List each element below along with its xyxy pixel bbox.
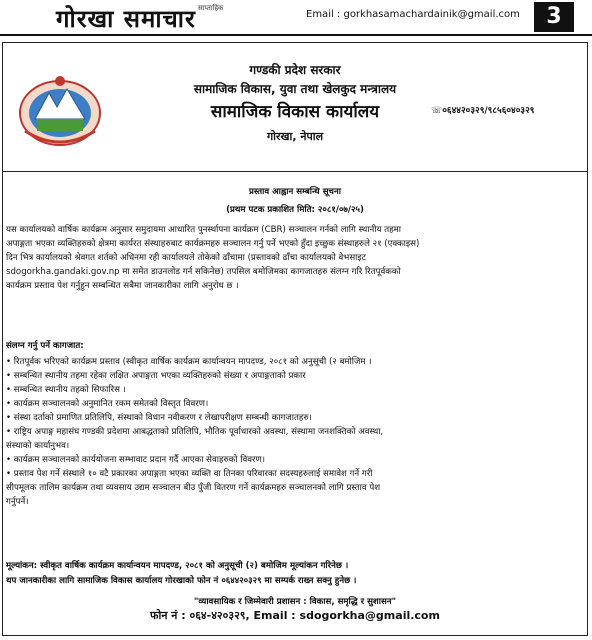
paragraph-line: sdogorkha.gandaki.gov.np मा समेत डाउनलोड गर्न सकिनेछ) तपसिल बमोजिमका कागजातहरु संलग्न गरि रितपूर्वकको — [6, 267, 401, 277]
list-item: • राष्ट्रिय अपाङ्ग महासंघ गण्डकी प्रदेशमा आबद्धताको प्रतिलिपि, भौतिक पूर्वाधारको अवस्था, संस्थामा जनशक्तिको अवस्था, — [6, 427, 384, 437]
masthead — [0, 0, 592, 34]
office-contact: फोन नं : ०६४-४२०३२९, Email : sdogorkha@gmail.com — [150, 609, 440, 622]
list-item: • रितपूर्वक भरिएको कार्यक्रम प्रस्ताव (स्वीकृत वार्षिक कार्यक्रम कार्यान्वयन मापदण्ड, २०८१ को अनुसूची (२ बमोजिम । — [6, 357, 372, 367]
paragraph-line: कार्यक्रम प्रस्ताव पेश गर्नुहुन सम्बन्धित सबैमा जानकारीका लागि अनुरोध छ । — [6, 281, 239, 291]
notice-paragraph — [6, 223, 586, 293]
contact-note: थप जानकारीका लागि सामाजिक विकास कार्यालय गोरखाको फोन नं ०६४४२०३२९ मा सम्पर्क राख्न सक्नु हुनेछ । — [6, 576, 357, 586]
header-line-province: गण्डकी प्रदेश सरकार — [249, 63, 341, 77]
list-item: • प्रस्ताव पेश गर्ने संस्थाले १० वटै प्रकारका अपाङ्गता भएका व्यक्ति वा तिनका परिवारका सदस्यहरुलाई समावेश गर्ने गरी — [6, 469, 373, 479]
paragraph-line: दिन भित्र कार्यालयको श्रेवगत शर्तको अधिनमा रही कार्यालयले तोकेको ढाँचामा (प्रस्तावको ढाँचा कार्यालयको वेभसाइट — [6, 253, 366, 263]
list-item: • सम्बन्धित स्थानीय तहमा रहेका लक्षित अपाङ्गता भएका व्यक्तिहरुको संख्या र अपाङ्गताको प्रकार — [6, 371, 306, 381]
edition-mark: साप्ताहिक — [198, 4, 224, 12]
paragraph-line: अपाङ्गता भएका व्यक्तिहरुको क्षेत्रमा कार्यरत संस्थाहरुबाट कार्यक्रमहरु सञ्चालन गर्नु पर्ने भएको हुँदा इच्छुक संस्थाहरुले २१ (एक्काइस) — [6, 239, 420, 249]
newspaper-email: Email : gorkhasamachardainik@gmail.com — [306, 9, 520, 20]
public-notice — [2, 42, 588, 636]
list-item: संस्थाको कार्यानुभव। — [6, 441, 70, 451]
list-item: • सम्बन्धित स्थानीय तहको सिफारिस । — [6, 385, 126, 395]
page-number: 3 — [534, 2, 574, 32]
requirements-title: संलग्न गर्नु पर्ने कागजात: — [6, 341, 84, 351]
header-line-ministry: सामाजिक विकास, युवा तथा खेलकुद मन्त्रालय — [193, 82, 397, 96]
requirements-list — [6, 355, 586, 509]
paragraph-line: यस कार्यालयको वार्षिक कार्यक्रम अनुसार समुदायमा आधारित पुनर्स्थापना कार्यक्रम (CBR) सञ्चालन गर्नको लागि स्थानीय तहमा — [6, 225, 402, 235]
newspaper-name: गोरखा समाचार — [56, 4, 196, 33]
notice-subtitle: (प्रथम पटक प्रकाशित मिति: २०८१/०७/२५) — [226, 205, 364, 215]
list-item: • कार्यक्रम सञ्चालनको अनुमानित रकम समेतको विस्तृत विवरण। — [6, 399, 209, 409]
masthead-rule — [0, 34, 592, 36]
office-phone: ☏०६४४२०३२९/९८५६०४०३२९ — [431, 106, 535, 116]
evaluation-note: मूल्यांकन: स्वीकृत वार्षिक कार्यक्रम कार्यान्वयन मापदण्ड, २०८१ को अनुसूची (२) बमोजिम मूल्यांकन गरिनेछ । — [6, 561, 349, 571]
office-motto: "व्यावसायिक र जिम्मेवारी प्रशासन : विकास, समृद्धि र सुशासन" — [193, 597, 397, 607]
notice-header — [3, 43, 587, 172]
header-line-location: गोरखा, नेपाल — [266, 130, 324, 143]
list-item: गर्नुपर्ने। — [6, 497, 29, 507]
notice-title: प्रस्ताव आह्वान सम्बन्धि सूचना — [249, 187, 341, 197]
list-item: • कार्यक्रम सञ्चालनको कार्ययोजना सम्भावाट प्रदान गर्दै आएका सेवाहरुको विवरण। — [6, 455, 266, 465]
list-item: • संस्था दर्ताको प्रमाणित प्रतिलिपि, संस्थाको विधान नवीकरण र लेखापरीक्षण सम्बन्धी कागजातहरु। — [6, 413, 312, 423]
list-item: सीपमूलक तालिम कार्यक्रम तथा व्यवसाय उद्यम सञ्चालन बीउ पुँजी वितरण गर्ने कार्यक्रमहरु सञ्चालनको लागि प्रस्ताव पेश — [6, 483, 381, 493]
header-line-office: सामाजिक विकास कार्यालय — [210, 102, 380, 122]
